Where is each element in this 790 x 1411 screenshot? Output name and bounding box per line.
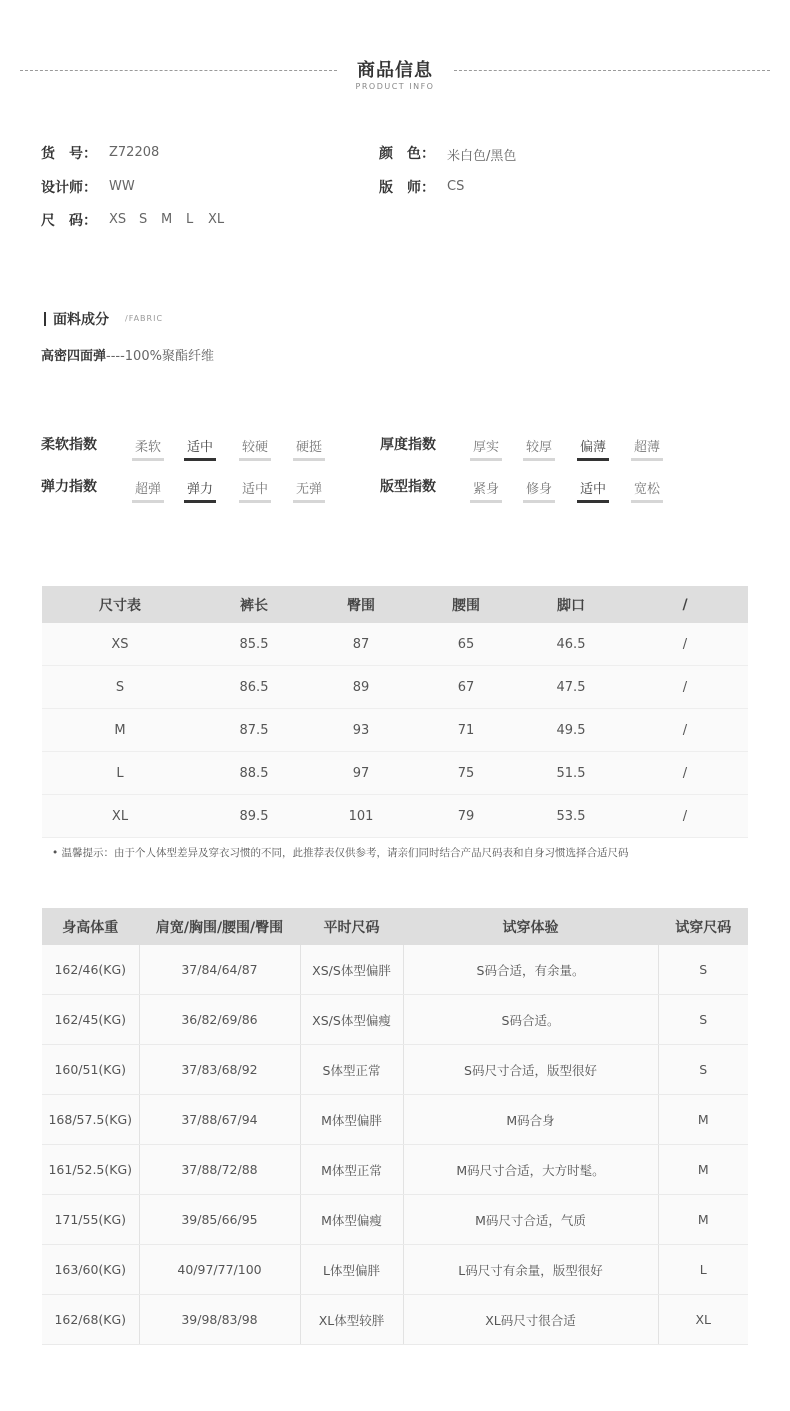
table-row [42,1095,748,1145]
table-cell: 71 [412,709,520,752]
thickness-option-thin: 偏薄 [577,436,609,461]
table-cell: XS/S体型偏胖 [300,945,403,995]
table-cell: XL [658,1295,748,1345]
fitting-header: 平时尺码 [300,908,403,945]
thickness-option-thick: 厚实 [470,436,502,461]
table-cell: M体型偏胖 [300,1095,403,1145]
table-cell: 93 [310,709,412,752]
table-cell: XS [42,623,198,666]
fitting-header-row [42,908,748,945]
table-cell: / [622,623,748,666]
fit-option-tight: 紧身 [470,478,502,503]
table-cell: 101 [310,795,412,838]
thickness-option-fairly-thick: 较厚 [523,436,555,461]
fit-option-slim: 修身 [523,478,555,503]
table-cell: 89.5 [198,795,310,838]
designer-value: WW [109,179,135,194]
thickness-index-label: 厚度指数 [380,437,436,453]
table-cell: 161/52.5(KG) [42,1145,139,1195]
fabric-subtitle: /FABRIC [125,314,164,323]
elasticity-option-super: 超弹 [132,478,164,503]
elasticity-index-label: 弹力指数 [41,479,97,495]
size-m: M [161,212,173,227]
table-cell: 51.5 [520,752,622,795]
table-cell: 53.5 [520,795,622,838]
fitting-header: 试穿体验 [403,908,658,945]
fabric-description [41,345,214,364]
size-chart-table [42,586,748,838]
table-cell: S码合适。 [403,995,658,1045]
table-cell: 39/85/66/95 [139,1195,300,1245]
size-xs: XS [109,212,127,227]
table-cell: M码尺寸合适，大方时髦。 [403,1145,658,1195]
table-cell: 168/57.5(KG) [42,1095,139,1145]
softness-index-label: 柔软指数 [41,437,97,453]
table-cell: 37/84/64/87 [139,945,300,995]
table-cell: 39/98/83/98 [139,1295,300,1345]
table-cell: XL体型较胖 [300,1295,403,1345]
fabric-title: 面料成分 [53,312,109,328]
table-cell: 160/51(KG) [42,1045,139,1095]
table-cell: 49.5 [520,709,622,752]
table-cell: XL码尺寸很合适 [403,1295,658,1345]
table-cell: XL [42,795,198,838]
table-cell: M [658,1145,748,1195]
table-cell: XS/S体型偏瘦 [300,995,403,1045]
table-row [42,1295,748,1345]
pattern-maker-value: CS [447,179,465,194]
table-cell: 75 [412,752,520,795]
table-cell: M [658,1095,748,1145]
size-chart-header: 裤长 [198,586,310,623]
elasticity-option-stretch: 弹力 [184,478,216,503]
size-chart-header: 臀围 [310,586,412,623]
table-cell: M [658,1195,748,1245]
table-cell: L体型偏胖 [300,1245,403,1295]
thickness-option-ultra-thin: 超薄 [631,436,663,461]
table-cell: S体型正常 [300,1045,403,1095]
section-title: 商品信息 [357,60,433,81]
color-value: 米白色/黑色 [447,149,517,164]
sku-label: 货 号： [41,146,97,162]
table-cell: 65 [412,623,520,666]
fabric-name: 高密四面弹 [41,349,107,364]
table-row [42,1195,748,1245]
table-row [42,752,748,795]
table-cell: 87.5 [198,709,310,752]
table-cell: M体型正常 [300,1145,403,1195]
size-chart-header: / [622,586,748,623]
table-row [42,795,748,838]
fabric-marker [44,312,46,326]
size-chart-header: 腰围 [412,586,520,623]
table-cell: 89 [310,666,412,709]
softness-option-stiff: 硬挺 [293,436,325,461]
fabric-composition: ----100%聚酯纤维 [106,349,214,364]
table-cell: L码尺寸有余量，版型很好 [403,1245,658,1295]
table-cell: / [622,709,748,752]
elasticity-option-none: 无弹 [293,478,325,503]
table-cell: 79 [412,795,520,838]
size-xl: XL [208,212,225,227]
table-cell: M [42,709,198,752]
sku-value: Z72208 [109,145,160,160]
table-cell: S [42,666,198,709]
softness-option-medium: 适中 [184,436,216,461]
table-cell: S [658,995,748,1045]
table-row [42,1145,748,1195]
table-cell: 46.5 [520,623,622,666]
table-cell: 171/55(KG) [42,1195,139,1245]
fit-option-loose: 宽松 [631,478,663,503]
elasticity-option-medium: 适中 [239,478,271,503]
table-cell: M码尺寸合适，气质 [403,1195,658,1245]
table-cell: / [622,666,748,709]
table-cell: L [658,1245,748,1295]
table-cell: 37/88/67/94 [139,1095,300,1145]
table-cell: 40/97/77/100 [139,1245,300,1295]
fitting-header: 试穿尺码 [658,908,748,945]
table-cell: 47.5 [520,666,622,709]
table-cell: 162/46(KG) [42,945,139,995]
size-chart-header: 脚口 [520,586,622,623]
table-cell: S码尺寸合适，版型很好 [403,1045,658,1095]
table-row [42,995,748,1045]
table-cell: M体型偏瘦 [300,1195,403,1245]
size-l: L [186,212,194,227]
softness-option-firm: 较硬 [239,436,271,461]
table-cell: S [658,945,748,995]
fitting-header: 身高体重 [42,908,139,945]
table-row [42,666,748,709]
size-label: 尺 码： [41,213,97,229]
table-row [42,709,748,752]
table-cell: L [42,752,198,795]
table-row [42,1045,748,1095]
table-cell: S码合适，有余量。 [403,945,658,995]
table-cell: 162/68(KG) [42,1295,139,1345]
table-cell: 85.5 [198,623,310,666]
table-cell: 162/45(KG) [42,995,139,1045]
pattern-maker-label: 版 师： [379,180,435,196]
table-cell: S [658,1045,748,1095]
table-row [42,623,748,666]
size-s: S [139,212,148,227]
table-cell: 36/82/69/86 [139,995,300,1045]
size-tip: • 温馨提示：由于个人体型差异及穿衣习惯的不同，此推荐表仅供参考，请亲们同时结合产品尺码表和自身习惯选择合适尺码 [52,847,629,859]
table-row [42,1245,748,1295]
table-cell: 163/60(KG) [42,1245,139,1295]
table-cell: 88.5 [198,752,310,795]
table-row [42,945,748,995]
table-cell: / [622,795,748,838]
table-cell: 37/88/72/88 [139,1145,300,1195]
softness-option-soft: 柔软 [132,436,164,461]
fitting-experience-table [42,908,748,1345]
table-cell: 86.5 [198,666,310,709]
size-chart-header: 尺寸表 [42,586,198,623]
fitting-header: 肩宽/胸围/腰围/臀围 [139,908,300,945]
color-label: 颜 色： [379,146,435,162]
table-cell: / [622,752,748,795]
designer-label: 设计师： [41,180,97,196]
table-cell: 37/83/68/92 [139,1045,300,1095]
table-cell: M码合身 [403,1095,658,1145]
table-cell: 67 [412,666,520,709]
fit-option-regular: 适中 [577,478,609,503]
table-cell: 97 [310,752,412,795]
fit-index-label: 版型指数 [380,479,436,495]
section-subtitle: PRODUCT INFO [355,82,435,91]
table-cell: 87 [310,623,412,666]
size-chart-header-row [42,586,748,623]
